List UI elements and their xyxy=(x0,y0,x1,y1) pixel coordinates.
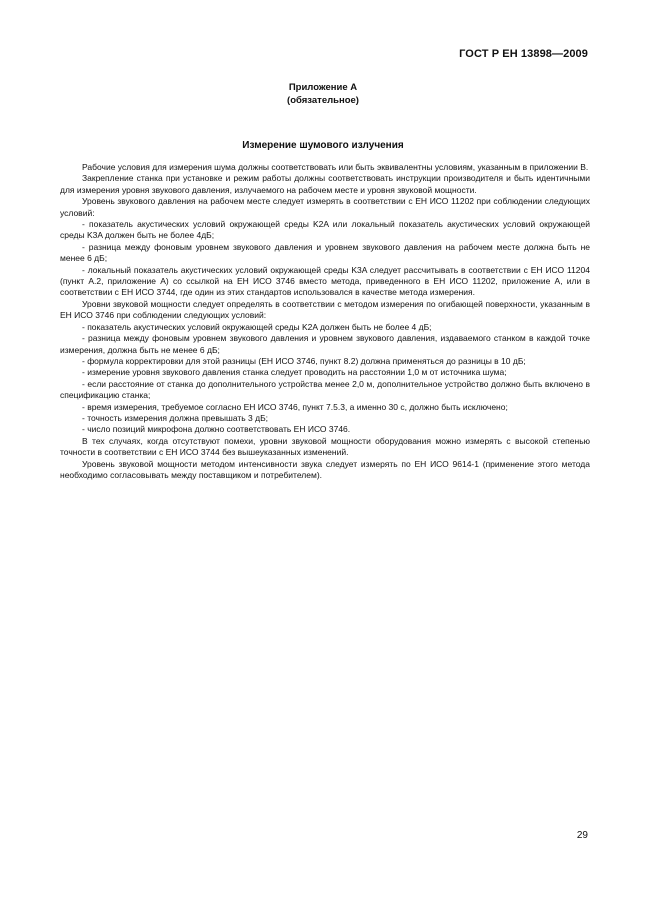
list-item: - число позиций микрофона должно соответствовать ЕН ИСО 3746. xyxy=(82,424,351,435)
standard-code: ГОСТ Р ЕН 13898—2009 xyxy=(459,48,588,60)
annex-status: (обязательное) xyxy=(287,95,359,106)
paragraph: Рабочие условия для измерения шума должны соответствовать или быть эквивалентны условиям, указанным в приложении В. xyxy=(82,162,589,172)
list-item: - показатель акустических условий окружающей среды K2A или локальный показатель акустических условий окружающей среды K3A должен быть не более 4дБ; xyxy=(60,219,590,241)
annex-heading xyxy=(0,81,646,107)
paragraph: В тех случаях, когда отсутствуют помехи, уровни звуковой мощности оборудования можно измерять с высокой степенью точности в соответствии с ЕН ИСО 3744 без вышеуказанных изменений. xyxy=(60,435,590,458)
list-item: - показатель акустических условий окружающей среды K2A должен быть не более 4 дБ; xyxy=(82,321,432,332)
body-text xyxy=(60,162,590,481)
list-item: - формула корректировки для этой разницы (ЕН ИСО 3746, пункт 8.2) должна применяться до разницы в 10 дБ; xyxy=(82,355,526,366)
list-item: - локальный показатель акустических условий окружающей среды K3A следует рассчитывать в соответствии с ЕН ИСО 11204 (пункт А.2, приложение А) со ссылкой на ЕН ИСО 3746 вместо метода, приведенного в ЕН ИСО 11202, приложение А, или в соответствии с ЕН ИСО 3744, где один из этих стандартов использовался в качестве метода измерения. xyxy=(60,264,590,298)
list-item: - время измерения, требуемое согласно ЕН ИСО 3746, пункт 7.5.3, а именно 30 с, должно быть исключено; xyxy=(82,401,508,412)
paragraph: Уровень звукового давления на рабочем месте следует измерять в соответствии с ЕН ИСО 11202 при соблюдении следующих условий: xyxy=(60,196,590,218)
list-item: - измерение уровня звукового давления станка следует проводить на расстоянии 1,0 м от источника шума; xyxy=(82,367,507,378)
paragraph: Уровни звуковой мощности следует определять в соответствии с методом измерения по огибающей поверхности, указанным в ЕН ИСО 3746 при соблюдении следующих условий: xyxy=(60,298,590,321)
paragraph: Закрепление станка при установке и режим работы должны соответствовать инструкции производителя и быть идентичными для измерения уровня звукового давления, излучаемого на рабочем месте и уровня звуковой мощности. xyxy=(60,173,590,195)
section-title: Измерение шумового излучения xyxy=(242,140,404,151)
list-item: - точность измерения должна превышать 3 дБ; xyxy=(82,412,269,423)
list-item: - разница между фоновым уровнем звукового давления и уровнем звукового давления на рабочем месте должна быть не менее 6 дБ; xyxy=(60,241,590,264)
annex-title: Приложение А xyxy=(288,82,358,93)
page-number: 29 xyxy=(576,830,588,841)
list-item: - если расстояние от станка до дополнительного устройства менее 2,0 м, дополнительное устройство должно быть включено в спецификацию станка; xyxy=(60,378,590,401)
list-item: - разница между фоновым уровнем звукового давления и уровнем звукового давления, издаваемого станком в каждой точке измерения, должна быть не менее 6 дБ; xyxy=(60,333,590,355)
paragraph: Уровень звуковой мощности методом интенсивности звука следует измерять по ЕН ИСО 9614-1 (применение этого метода необходимо согласовывать между поставщиком и потребителем). xyxy=(60,458,590,480)
